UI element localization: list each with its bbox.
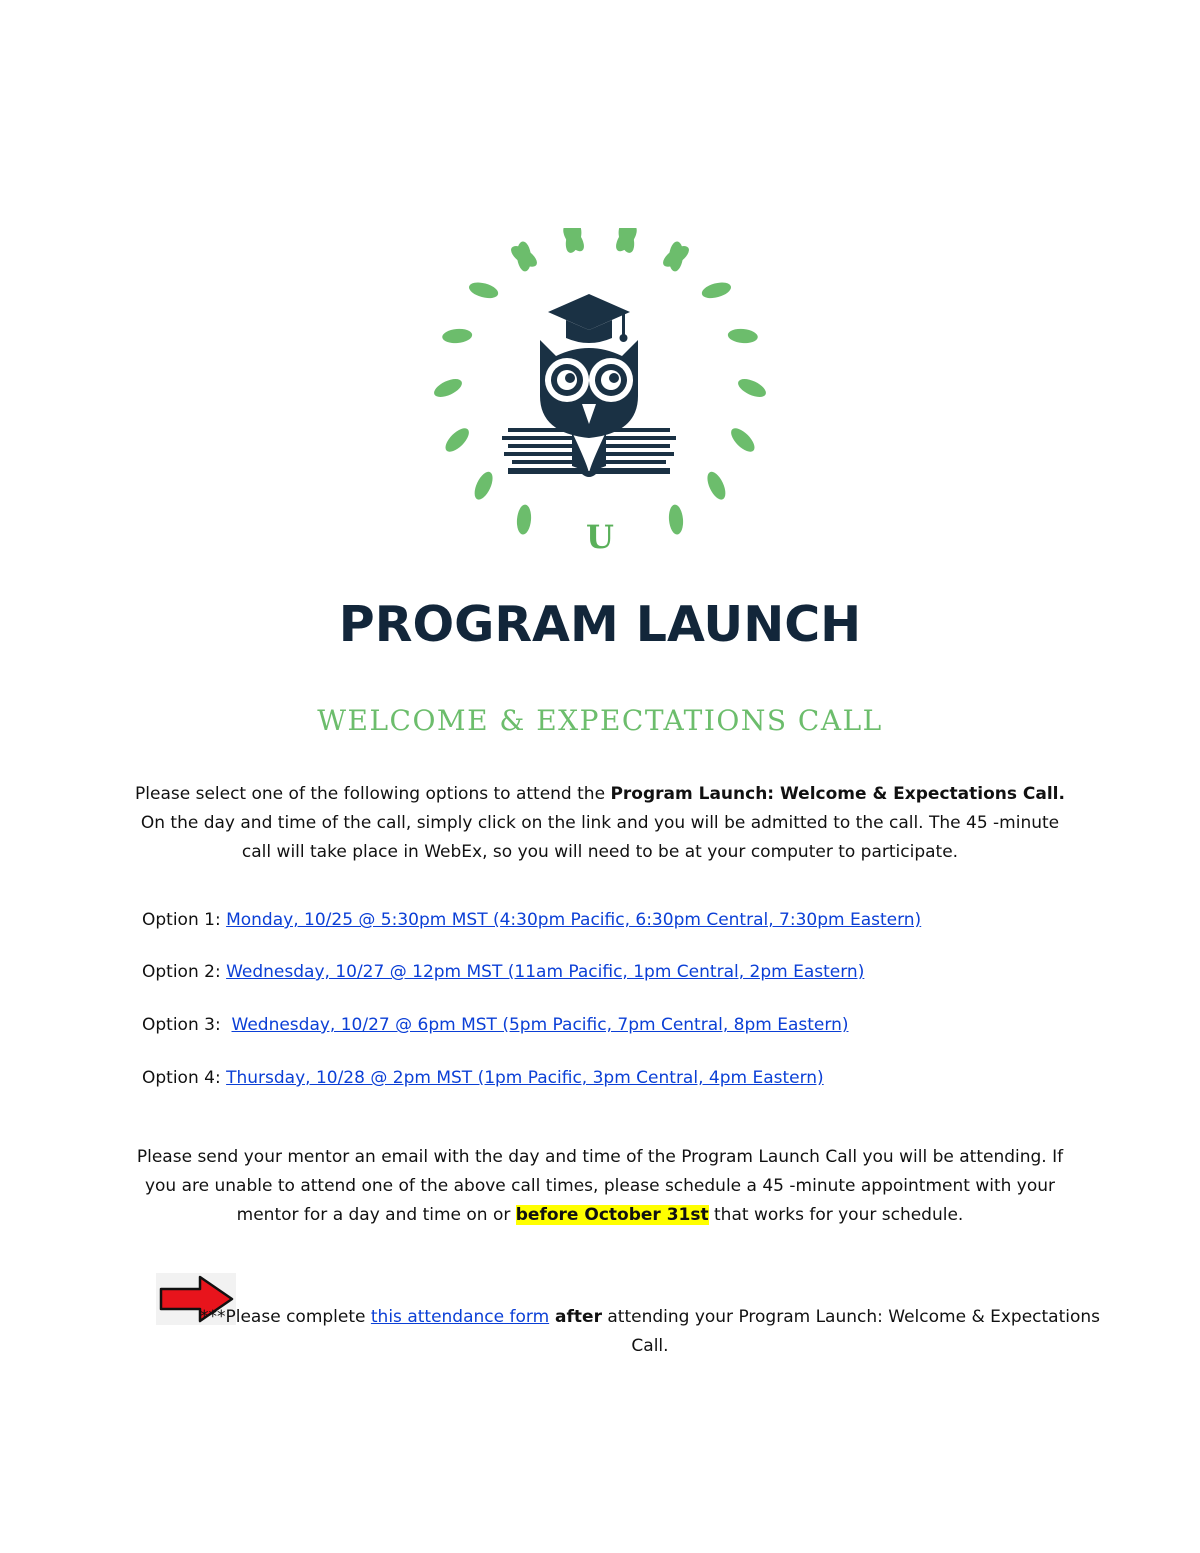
option-2-link[interactable]: Wednesday, 10/27 @ 12pm MST (11am Pacific, 1pm Central, 2pm Eastern) — [226, 962, 865, 982]
laurel-leaf-icon — [727, 424, 758, 455]
laurel-leaf-icon — [442, 424, 473, 455]
owl-graduation-book-laurel-icon — [412, 228, 788, 564]
option-1-label: Option 1: — [142, 910, 227, 930]
option-4 — [142, 1066, 824, 1090]
option-3-link[interactable]: Wednesday, 10/27 @ 6pm MST (5pm Pacific, 7pm Central, 8pm Eastern) — [231, 1015, 849, 1035]
laurel-leaf-icon — [668, 241, 685, 272]
followup-paragraph — [130, 1143, 1070, 1230]
laurel-leaf-icon — [467, 280, 500, 301]
logo-letter: U — [586, 518, 614, 556]
intro-text-2: On the day and time of the call, simply click on the link and you will be admitted to the call. The 45 -minute call will take place in WebEx, so you will need to be at your computer to participate. — [140, 813, 1060, 862]
laurel-leaf-icon — [704, 469, 729, 502]
option-4-link[interactable]: Thursday, 10/28 @ 2pm MST (1pm Pacific, 3pm Central, 4pm Eastern) — [226, 1068, 824, 1088]
final-paragraph — [200, 1303, 1100, 1361]
option-4-label: Option 4: — [142, 1068, 227, 1088]
option-2 — [142, 960, 864, 984]
page-title: PROGRAM LAUNCH — [338, 596, 862, 653]
intro-paragraph — [130, 780, 1070, 867]
page-subtitle: WELCOME & EXPECTATIONS CALL — [317, 704, 883, 737]
option-1 — [142, 908, 921, 932]
option-2-label: Option 2: — [142, 962, 227, 982]
intro-bold-text: Program Launch: Welcome & Expectations Call. — [610, 784, 1065, 804]
option-1-link[interactable]: Monday, 10/25 @ 5:30pm MST (4:30pm Pacific, 6:30pm Central, 7:30pm Eastern) — [226, 910, 922, 930]
laurel-leaf-icon — [735, 375, 768, 400]
final-bold-text: after — [549, 1307, 602, 1327]
final-suffix: attending your Program Launch: Welcome & Expectations Call. — [601, 1307, 1100, 1356]
option-3 — [142, 1013, 848, 1037]
deadline-highlight: before October 31st — [515, 1205, 709, 1225]
final-prefix: ***Please complete — [200, 1307, 371, 1327]
followup-text-1: Please send your mentor an email with the day and time of the Program Launch Call you will be attending. If you are unable to attend one of the above call times, please schedule a 45 -minute appointment with your mentor for a day and time on or — [136, 1147, 1064, 1225]
laurel-leaf-icon — [471, 469, 496, 502]
followup-text-2: that works for your schedule. — [708, 1205, 964, 1225]
laurel-leaf-icon — [431, 375, 464, 400]
intro-text-1: Please select one of the following options to attend the — [135, 784, 611, 804]
laurel-leaf-icon — [727, 328, 758, 345]
laurel-leaf-icon — [700, 280, 733, 301]
attendance-form-link[interactable]: this attendance form — [370, 1307, 550, 1327]
laurel-leaf-icon — [442, 328, 473, 345]
option-3-label: Option 3: — [142, 1015, 232, 1035]
